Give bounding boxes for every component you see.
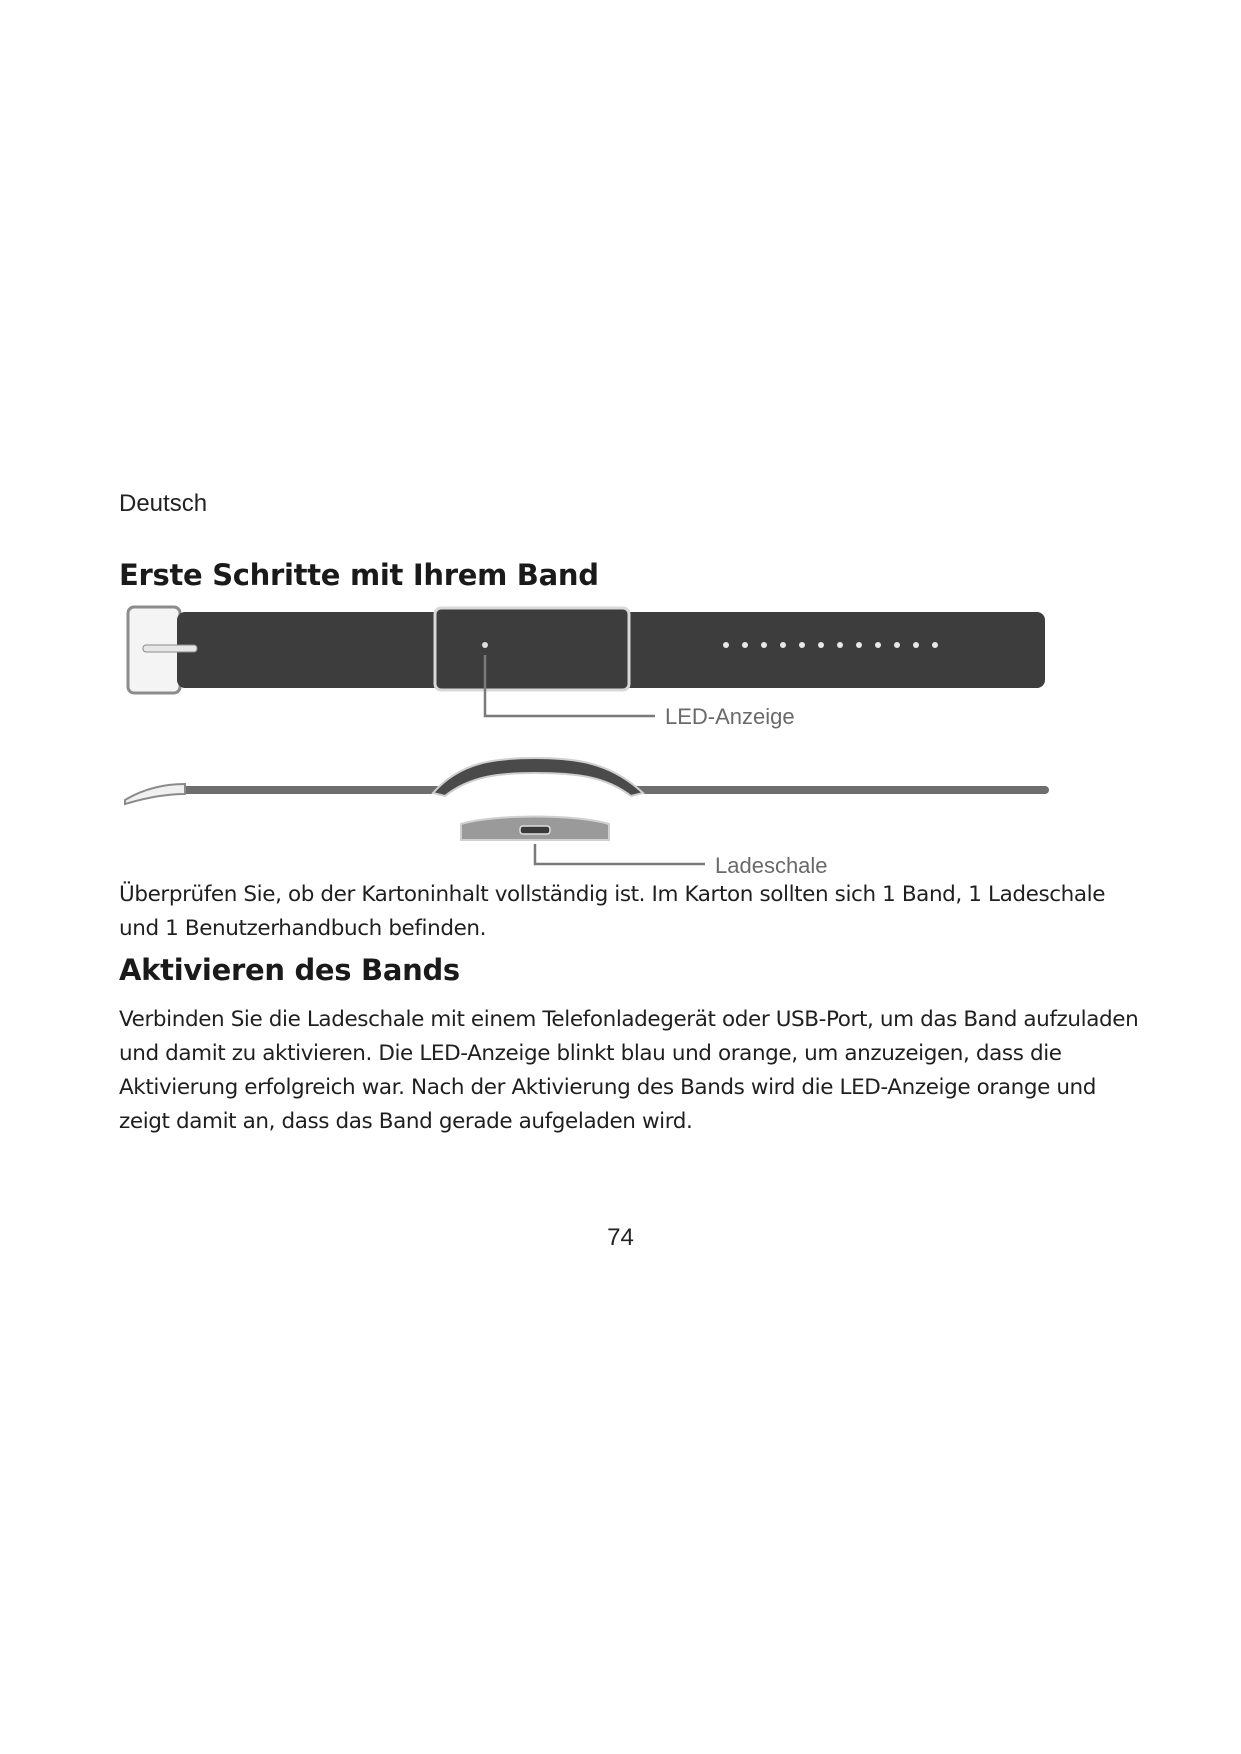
band-illustration xyxy=(115,598,1055,878)
activation-paragraph: Verbinden Sie die Ladeschale mit einem Telefonladegerät oder USB-Port, um das Band aufzuladen und damit zu aktivieren. Die LED-Anzeige blinkt blau und orange, um anzuzeigen, dass die Aktivierung erfolgreich war. Nach der Aktivierung des Bands wird die LED-Anzeige orange und zeigt damit an, dass das Band gerade aufgeladen wird. xyxy=(119,1007,1139,1134)
contents-paragraph: Überprüfen Sie, ob der Kartoninhalt vollständig ist. Im Karton sollten sich 1 Band, 1 Ladeschale und 1 Benutzerhandbuch befinden. xyxy=(119,882,1106,941)
band-side-view xyxy=(125,758,1045,878)
tracker-body xyxy=(435,608,629,690)
led-label: LED-Anzeige xyxy=(665,704,795,729)
language-label: Deutsch xyxy=(119,490,208,517)
cradle-label: Ladeschale xyxy=(715,853,828,878)
side-buckle xyxy=(125,784,185,804)
section-title-getting-started: Erste Schritte mit Ihrem Band xyxy=(119,558,599,592)
usb-port xyxy=(520,826,550,834)
section-title-activation: Aktivieren des Bands xyxy=(119,953,460,987)
side-tracker xyxy=(433,758,643,796)
led-dot xyxy=(482,642,488,648)
band-top-view xyxy=(128,607,1045,729)
buckle-pin xyxy=(143,645,197,652)
cradle-callout-line xyxy=(535,844,705,864)
page-number: 74 xyxy=(607,1224,634,1251)
